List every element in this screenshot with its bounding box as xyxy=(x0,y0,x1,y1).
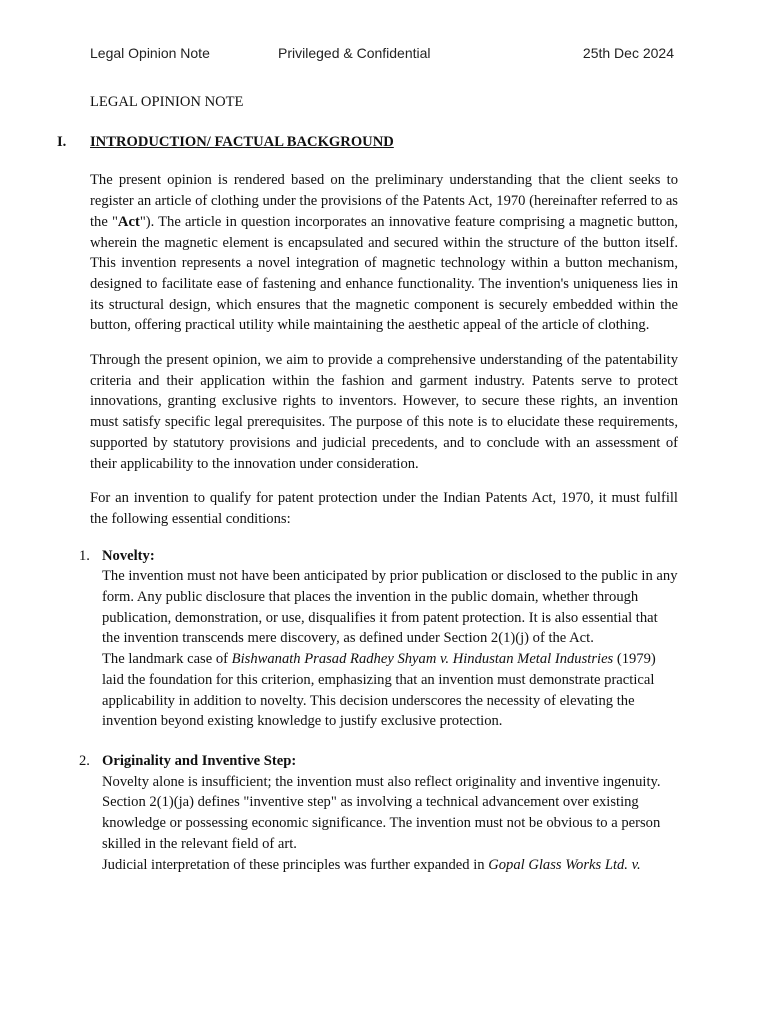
paragraph-purpose: Through the present opinion, we aim to provide a comprehensive understanding of the patentability criteria and their application within the fashion and garment industry. Patents serve to protect innovations, granting exclusive rights to inventors. However, to secure these rights, an invention must satisfy specific legal prerequisites. The purpose of this note is to elucidate these requirements, supported by statutory provisions and judicial precedents, and to conclude with an assessment of their applicability to the innovation under consideration. xyxy=(90,352,678,472)
paragraph-intro-start: The present opinion is rendered based on the preliminary understanding that the client seeks to register an article of clothing under the provisions of the Patents Act, 1970 (hereinafter referred to as the " xyxy=(90,172,678,230)
conditions-list xyxy=(79,546,678,876)
condition-item-inventive-step xyxy=(79,751,678,875)
paragraph-conditions-intro: For an invention to qualify for patent protection under the Indian Patents Act, 1970, it must fulfill the following essential conditions: xyxy=(90,490,678,527)
condition-number: 1. xyxy=(79,547,90,564)
case-text-rest: (1979) laid the foundation for this criterion, emphasizing that an invention must demonstrate practical applicability in addition to novelty. This decision underscores the necessity of elevating the invention beyond existing knowledge to justify exclusive protection. xyxy=(102,651,656,730)
document-body xyxy=(57,92,679,894)
condition-case-text xyxy=(102,855,678,876)
section-number: I. xyxy=(57,133,67,150)
section-heading-text: INTRODUCTION/ FACTUAL BACKGROUND xyxy=(90,133,394,150)
header-confidentiality-label: Privileged & Confidential xyxy=(278,45,431,61)
case-citation: Gopal Glass Works Ltd. v. xyxy=(488,856,641,873)
condition-text: Novelty alone is insufficient; the invention must also reflect originality and inventive ingenuity. Section 2(1)(ja) defines "inventive step" as involving a technical advancement over existing knowledge or possessing economic significance. The invention must not be obvious to a person skilled in the relevant field of art. xyxy=(102,773,661,852)
case-citation: Bishwanath Prasad Radhey Shyam v. Hindustan Metal Industries xyxy=(231,651,614,668)
condition-title: Originality and Inventive Step: xyxy=(102,752,297,769)
document-title: LEGAL OPINION NOTE xyxy=(90,94,244,110)
condition-case-text xyxy=(102,649,678,732)
condition-title: Novelty: xyxy=(102,547,155,564)
paragraph-intro-rest: "). The article in question incorporates an innovative feature comprising a magnetic button, wherein the magnetic element is encapsulated and secured within the structure of the button itself. This invention represents a novel integration of magnetic technology within a button mechanism, designed to facilitate ease of fastening and enhance functionality. The invention's uniqueness lies in its structural design, which ensures that the magnetic component is securely embedded within the button, offering practical utility while maintaining the aesthetic appeal of the article of clothing. xyxy=(90,213,679,334)
header-document-type: Legal Opinion Note xyxy=(90,45,210,61)
case-text-start: The landmark case of xyxy=(102,651,232,668)
condition-item-novelty xyxy=(79,546,678,732)
section-heading xyxy=(57,132,678,153)
page-header xyxy=(90,45,674,65)
case-text-start: Judicial interpretation of these principles was further expanded in xyxy=(102,856,489,873)
condition-number: 2. xyxy=(79,752,90,769)
paragraph-intro xyxy=(90,170,678,336)
condition-text: The invention must not have been anticipated by prior publication or disclosed to the public in any form. Any public disclosure that places the invention in the public domain, whether through publication, demonstration, or use, disqualifies it from patent protection. It is also essential that the invention transcends mere discovery, as defined under Section 2(1)(j) of the Act. xyxy=(102,568,678,647)
defined-term-act: Act xyxy=(117,213,140,230)
header-date: 25th Dec 2024 xyxy=(582,45,674,61)
